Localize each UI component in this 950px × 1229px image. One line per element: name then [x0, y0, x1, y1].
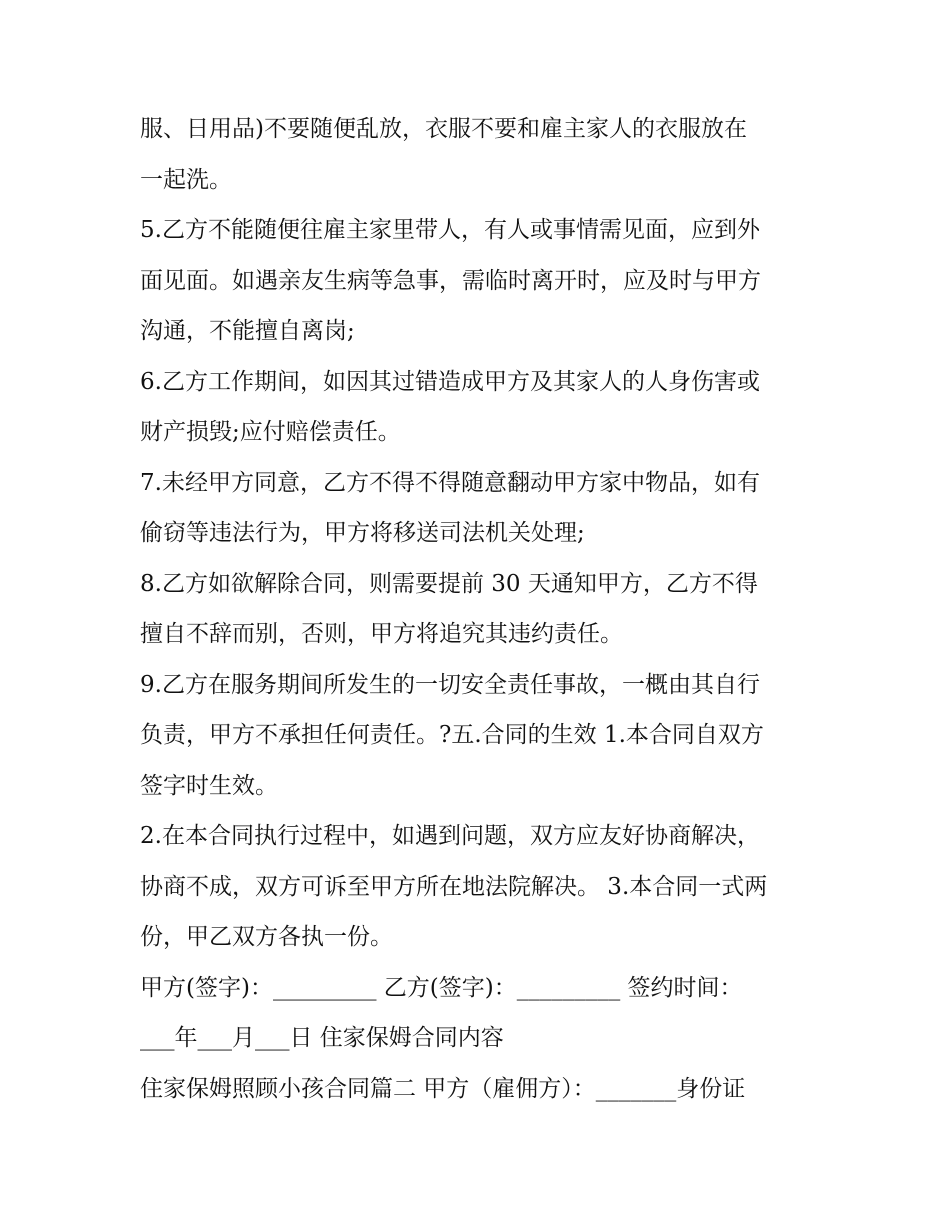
clause-6-line-1: 6.乙方工作期间，如因其过错造成甲方及其家人的人身伤害或 [140, 368, 760, 395]
clause-9-line-2: 负责，甲方不承担任何责任。?五.合同的生效 1.本合同自双方 [140, 722, 764, 748]
dispute-clause-line-2: 协商不成，双方可诉至甲方所在地法院解决。 3.本合同一式两 [140, 873, 768, 900]
clause-7-line-1: 7.未经甲方同意，乙方不得不得随意翻动甲方家中物品，如有 [140, 469, 760, 496]
clause-6-line-2: 财产损毁;应付赔偿责任。 [140, 419, 401, 445]
text-line-2: 一起洗。 [140, 166, 232, 193]
effect-clause-line: 签字时生效。 [140, 772, 278, 799]
clause-5-line-1: 5.乙方不能随便往雇主家里带人，有人或事情需见面，应到外 [140, 217, 760, 243]
signature-line: 甲方(签字)：_________ 乙方(签字)：_________ 签约时间： [140, 974, 743, 1001]
dispute-clause-line-1: 2.在本合同执行过程中，如遇到问题，双方应友好协商解决， [140, 823, 760, 849]
clause-9-line-1: 9.乙方在服务期间所发生的一切安全责任事故，一概由其自行 [140, 671, 760, 698]
document-body [140, 104, 820, 1114]
contract-two-heading-line: 住家保姆照顾小孩合同篇二 甲方（雇佣方）：_______身份证 [140, 1075, 746, 1102]
clause-5-line-3: 沟通，不能擅自离岗; [140, 318, 355, 344]
copies-clause-line: 份，甲乙双方各执一份。 [140, 924, 393, 950]
clause-5-line-2: 面见面。如遇亲友生病等急事，需临时离开时，应及时与甲方 [140, 267, 761, 294]
clause-8-line-1: 8.乙方如欲解除合同，则需要提前 30 天通知甲方，乙方不得 [140, 570, 758, 597]
clause-8-line-2: 擅自不辞而别，否则，甲方将追究其违约责任。 [140, 621, 623, 647]
date-line: ___年___月___日 住家保姆合同内容 [140, 1025, 504, 1051]
text-line-1: 服、日用品)不要随便乱放，衣服不要和雇主家人的衣服放在 [140, 116, 747, 142]
clause-7-line-2: 偷窃等违法行为，甲方将移送司法机关处理; [140, 520, 585, 546]
